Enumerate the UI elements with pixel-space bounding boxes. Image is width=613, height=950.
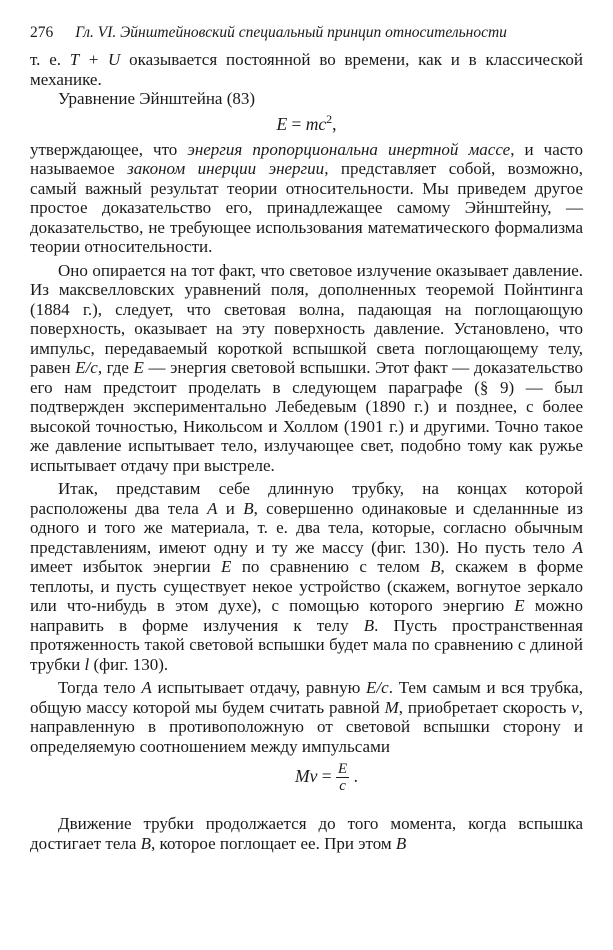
paragraph-4: Оно опирается на тот факт, что световое излучение оказывает давление. Из максвелловских уравнений поля, дополненных теоремой Пойнтинга (1884 г.), следует, что световая волна, падающая на поглощающую поверхность, оказывает на эту поверхность давление. Установлено, что импульс, передаваемый короткой вспышкой света поглощающему телу, равен E/c, где E — энергия световой вспышки. Этот факт — доказательство его нам предстоит проделать в следующем параграфе (§ 9) — был подтвержден экспериментально Лебедевым (1890 г.) и позднее, с более высокой точностью, Никольсом и Холлом (1901 г.) и другими. Точно такое же давление испытывает тело, излучающее свет, подобно тому как ружье испытывает отдачу при выстреле. bbox=[30, 260, 583, 475]
emphasis: законом инерции энергии bbox=[127, 159, 325, 178]
paragraph-6: Тогда тело A испытывает отдачу, равную E/c. Тем самым и вся трубка, общую массу которой мы будем считать равной M, приобретает скорость v, направленную в противоположную от световой вспышки сторону и определяемую соотношением между импульсами bbox=[30, 678, 584, 756]
fraction: $\frac{E}{c}$ bbox=[338, 761, 348, 794]
equation-einstein: $E = mc^2$, bbox=[276, 111, 337, 134]
paragraph-1: т. е. T + U оказывается постоянной во времени, как и в классической механике. bbox=[30, 50, 583, 89]
running-title: Гл. VI. Эйнштейновский специальный принцип относительности bbox=[75, 24, 507, 41]
paragraph-3: утверждающее, что энергия пропорциональна инертной массе, и часто называемое законом инерции энергии, представляет собой, возможно, самый важный результат теории относительности. Мы приведем другое простое доказательство его, принадлежащее самому Эйнштейну, — доказательство, не требующее использования математического формализма теории относительности. bbox=[30, 139, 583, 256]
paragraph-5: Итак, представим себе длинную трубку, на концах которой расположены два тела A и B, совершенно одинаковые и сделаннные из одного и того же материала, т. е. два тела, которые, согласно обычным представлениям, имеют одну и ту же массу (фиг. 130). Но пусть тело A имеет избыток энергии E по сравнению с телом B, скажем в форме теплоты, и пусть существует некое устройство (скажем, вогнутое зеркало или что-нибудь в этом духе), с помощью которого энергию E можно направить в форме излучения к телу B. Пусть пространственная протяженность такой световой вспышки будет мала по сравнению с длиной трубки l (фиг. 130). bbox=[30, 479, 583, 674]
emphasis: энергия пропорциональна инертной массе bbox=[187, 139, 511, 159]
page-number: 276 bbox=[30, 24, 54, 41]
paragraph-2: Уравнение Эйнштейна (83) bbox=[58, 89, 256, 108]
paragraph-7: Движение трубки продолжается до того момента, когда вспышка достигает тела B, которое поглощает ее. При этом B bbox=[30, 814, 583, 853]
running-header bbox=[30, 22, 583, 44]
math-inline: T + U bbox=[69, 50, 121, 69]
equation-momentum: Mv = $\frac{E}{c}$ . bbox=[295, 761, 358, 794]
